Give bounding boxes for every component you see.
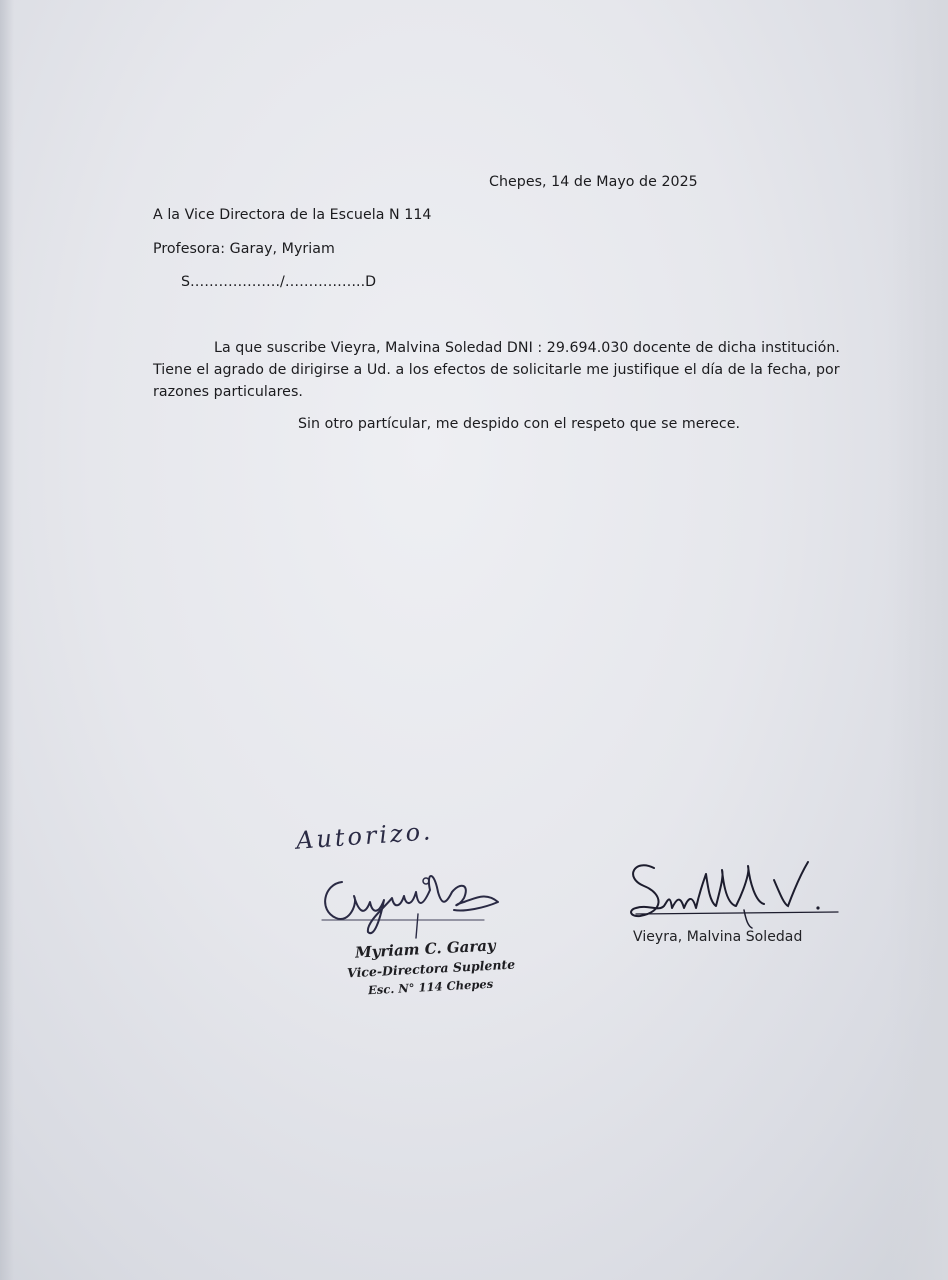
stamp-school: Esc. N° 114 Chepes [367, 976, 494, 998]
stamp-name: Myriam C. Garay [354, 936, 497, 962]
teacher-line: Profesora: Garay, Myriam [153, 241, 335, 257]
paper-shadow-right [888, 0, 948, 1280]
date-line: Chepes, 14 de Mayo de 2025 [489, 174, 698, 190]
recipient-line: A la Vice Directora de la Escuela N 114 [153, 207, 432, 223]
signer-name: Vieyra, Malvina Soledad [633, 929, 803, 945]
closing-line: Sin otro partícular, me despido con el respeto que se merece. [298, 416, 741, 432]
vice-director-signature-icon [314, 862, 514, 942]
body-paragraph-line-1: La que suscribe Vieyra, Malvina Soledad DNI : 29.694.030 docente de dicha institución. [214, 340, 840, 356]
paper-shadow-left [0, 0, 14, 1280]
handwritten-authorization: Autorizo. [295, 817, 435, 855]
body-paragraph-line-2: Tiene el agrado de dirigirse a Ud. a los efectos de solicitarle me justifique el día de la fecha, por [153, 362, 840, 378]
body-paragraph-line-3: razones particulares. [153, 384, 303, 400]
signer-signature-icon [624, 850, 844, 930]
stamp-role: Vice-Directora Suplente [346, 956, 516, 981]
greeting-line: S………………./……………..D [181, 274, 377, 290]
